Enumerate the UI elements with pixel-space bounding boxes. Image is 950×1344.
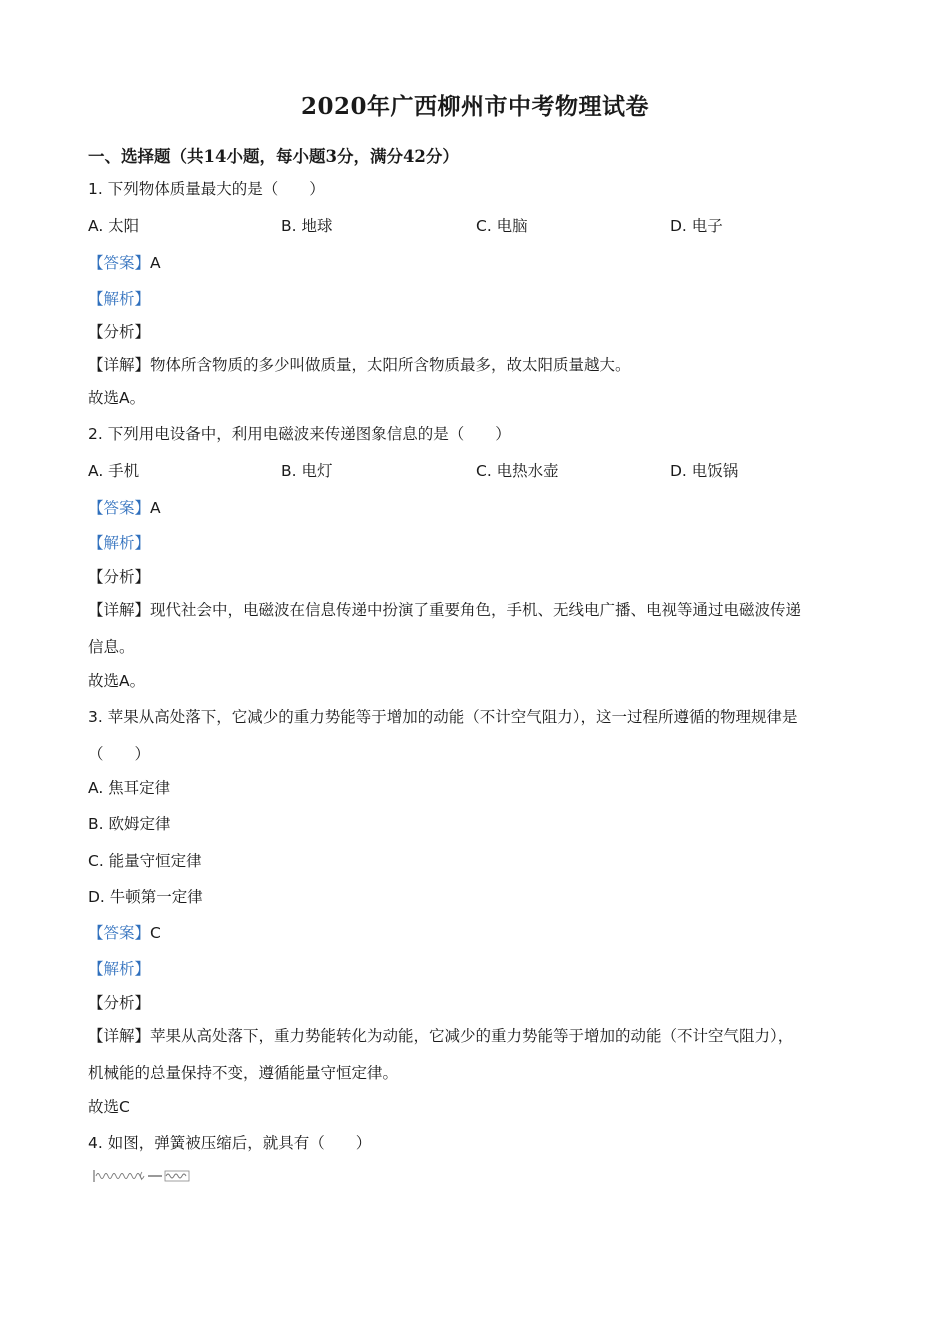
question-4-stem: 4. 如图，弹簧被压缩后，就具有（ ）	[88, 1134, 372, 1152]
question-3-stem: 3. 苹果从高处落下，它减少的重力势能等于增加的动能（不计空气阻力），这一过程所遵循的物理规律是	[88, 708, 798, 726]
q3-option-d: D. 牛顿第一定律	[88, 888, 203, 906]
answer-value: C	[150, 924, 161, 942]
q1-option-a: A. 太阳	[88, 217, 140, 235]
question-3-stem-cont: （ ）	[88, 745, 151, 763]
q3-option-b: B. 欧姆定律	[88, 815, 171, 833]
q2-fenxi: 【分析】	[88, 568, 151, 586]
question-2-stem: 2. 下列用电设备中，利用电磁波来传递图象信息的是（ ）	[88, 425, 511, 443]
q2-jiexi: 【解析】	[88, 534, 151, 552]
detail-text: 苹果从高处落下，重力势能转化为动能，它减少的重力势能等于增加的动能（不计空气阻力），	[150, 1027, 794, 1045]
spring-coil	[96, 1174, 144, 1179]
page-title: 2020年广西柳州市中考物理试卷	[300, 93, 649, 120]
q1-option-d: D. 电子	[670, 217, 723, 235]
q3-answer	[88, 922, 161, 944]
detail-text: 物体所含物质的多少叫做质量，太阳所含物质最多，故太阳质量越大。	[150, 356, 631, 374]
q2-answer	[88, 497, 161, 519]
q3-option-a: A. 焦耳定律	[88, 779, 171, 797]
detail-label: 【详解】	[88, 356, 151, 374]
spring-compression-figure	[92, 1166, 192, 1186]
q2-detail	[88, 599, 801, 621]
q2-option-a: A. 手机	[88, 462, 140, 480]
q2-option-c: C. 电热水壶	[476, 462, 559, 480]
answer-value: A	[150, 254, 161, 272]
q1-answer	[88, 252, 161, 274]
question-1-stem: 1. 下列物体质量最大的是（ ）	[88, 180, 325, 198]
answer-label: 【答案】	[88, 254, 151, 272]
q1-conclusion: 故选A。	[88, 389, 146, 407]
q3-fenxi: 【分析】	[88, 994, 151, 1012]
q1-option-c: C. 电脑	[476, 217, 528, 235]
q1-detail	[88, 354, 631, 376]
q1-option-b: B. 地球	[281, 217, 333, 235]
q3-detail-cont: 机械能的总量保持不变，遵循能量守恒定律。	[88, 1064, 399, 1082]
q2-option-b: B. 电灯	[281, 462, 333, 480]
answer-label: 【答案】	[88, 499, 151, 517]
q3-detail	[88, 1025, 793, 1047]
q3-option-c: C. 能量守恒定律	[88, 852, 202, 870]
detail-text: 现代社会中，电磁波在信息传递中扮演了重要角色，手机、无线电广播、电视等通过电磁波传递	[150, 601, 802, 619]
q1-fenxi: 【分析】	[88, 323, 151, 341]
q3-jiexi: 【解析】	[88, 960, 151, 978]
answer-value: A	[150, 499, 161, 517]
block	[165, 1171, 189, 1181]
q2-conclusion: 故选A。	[88, 672, 146, 690]
detail-label: 【详解】	[88, 601, 151, 619]
compressed-spring	[166, 1174, 186, 1178]
section-heading: 一、选择题（共14小题，每小题3分，满分42分）	[88, 147, 459, 166]
q3-conclusion: 故选C	[88, 1098, 130, 1116]
q1-jiexi: 【解析】	[88, 290, 151, 308]
q2-option-d: D. 电饭锅	[670, 462, 739, 480]
q2-detail-cont: 信息。	[88, 638, 135, 656]
answer-label: 【答案】	[88, 924, 151, 942]
detail-label: 【详解】	[88, 1027, 151, 1045]
